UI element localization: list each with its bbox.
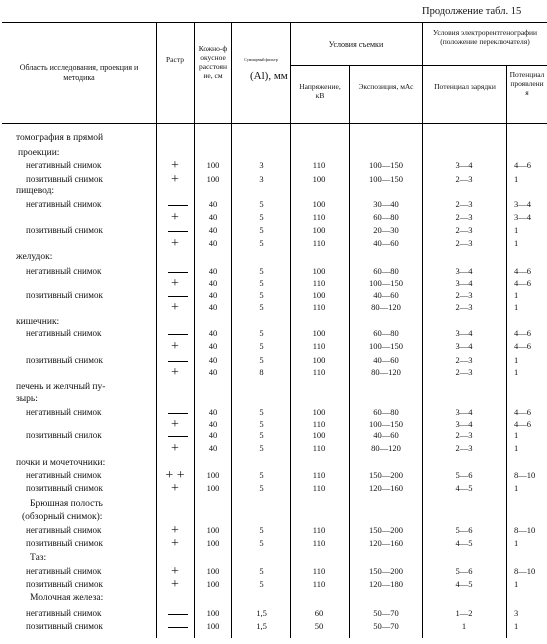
- cell-projection: 3—4: [514, 199, 531, 209]
- cell-distance: 40: [208, 355, 218, 365]
- cell-exposure: 50—70: [373, 621, 399, 631]
- cell-distance: 40: [208, 266, 218, 276]
- raster-mark: +: [171, 441, 179, 456]
- section-label: почки и мочеточники:: [16, 458, 106, 468]
- cell-filter: 5: [259, 328, 264, 338]
- row-label: позитивный снимок: [26, 579, 103, 589]
- cell-distance: 40: [208, 225, 218, 235]
- row-label: позитивный снимок: [26, 355, 103, 365]
- cell-charge: 3—4: [455, 266, 473, 276]
- cell-filter: 5: [259, 419, 264, 429]
- raster-mark: + +: [165, 468, 185, 483]
- cell-exposure: 40—60: [373, 355, 399, 365]
- cell-filter: 5: [259, 266, 264, 276]
- cell-projection: 1: [514, 355, 519, 365]
- row-label: негативный снимок: [26, 266, 102, 276]
- raster-mark: +: [171, 172, 179, 187]
- cell-filter: 5: [259, 238, 264, 248]
- header-top-rule: [2, 22, 547, 23]
- cell-distance: 40: [208, 328, 218, 338]
- cell-exposure: 120—160: [369, 538, 403, 548]
- cell-charge: 4—5: [455, 579, 473, 589]
- cell-exposure: 20—30: [373, 225, 399, 235]
- cell-voltage: 100: [312, 174, 326, 184]
- cell-filter: 5: [259, 443, 264, 453]
- raster-mark: +: [171, 523, 179, 538]
- cell-charge: 2—3: [455, 302, 473, 312]
- col-rule-6: [422, 22, 423, 638]
- raster-mark: +: [171, 339, 179, 354]
- cell-voltage: 110: [312, 212, 326, 222]
- row-label: позитивный снимок: [26, 174, 103, 184]
- cell-projection: 1: [514, 443, 519, 453]
- cell-voltage: 100: [312, 328, 326, 338]
- cell-projection: 1: [514, 290, 519, 300]
- cell-voltage: 110: [312, 483, 326, 493]
- cell-distance: 100: [206, 621, 220, 631]
- cell-distance: 100: [206, 160, 220, 170]
- cell-projection: 8—10: [514, 525, 536, 535]
- cell-charge: 2—3: [455, 355, 473, 365]
- raster-dash: [168, 272, 188, 273]
- cell-exposure: 60—80: [373, 212, 399, 222]
- row-label: негативный снимок: [26, 160, 102, 170]
- cell-filter: 5: [259, 355, 264, 365]
- col-rule-4: [290, 22, 291, 638]
- cell-charge: 4—5: [455, 483, 473, 493]
- cell-distance: 100: [206, 538, 220, 548]
- cell-charge: 2—3: [455, 212, 473, 222]
- cell-filter: 5: [259, 538, 264, 548]
- cell-exposure: 100—150: [369, 341, 403, 351]
- cell-distance: 40: [208, 290, 218, 300]
- cell-distance: 40: [208, 367, 218, 377]
- header-filter: (Al), мм: [250, 70, 288, 82]
- cell-exposure: 40—60: [373, 290, 399, 300]
- cell-charge: 3—4: [455, 419, 473, 429]
- cell-filter: 5: [259, 302, 264, 312]
- row-label: негативный снимок: [26, 199, 102, 209]
- cell-exposure: 150—200: [369, 566, 403, 576]
- header-voltage: Напряжение, кВ: [299, 82, 341, 100]
- cell-filter: 5: [259, 525, 264, 535]
- cell-voltage: 110: [312, 525, 326, 535]
- cell-voltage: 110: [312, 470, 326, 480]
- raster-mark: +: [171, 481, 179, 496]
- col-rule-1: [156, 22, 157, 638]
- header-mid-rule: [290, 65, 547, 66]
- cell-voltage: 110: [312, 278, 326, 288]
- cell-filter: 5: [259, 225, 264, 235]
- cell-exposure: 80—120: [371, 367, 401, 377]
- section-label: печень и желчный пу-: [16, 382, 106, 392]
- cell-voltage: 100: [312, 355, 326, 365]
- cell-distance: 100: [206, 470, 220, 480]
- cell-projection: 3—4: [514, 212, 531, 222]
- cell-voltage: 60: [314, 608, 324, 618]
- raster-mark: +: [171, 536, 179, 551]
- cell-charge: 3—4: [455, 278, 473, 288]
- cell-voltage: 100: [312, 225, 326, 235]
- cell-distance: 40: [208, 430, 218, 440]
- cell-exposure: 40—60: [373, 238, 399, 248]
- cell-voltage: 110: [312, 341, 326, 351]
- row-label: негативный снимок: [26, 525, 102, 535]
- cell-filter: 8: [259, 367, 264, 377]
- section-label: томография в прямой: [16, 133, 104, 143]
- raster-dash: [168, 413, 188, 414]
- section-label: Молочная железа:: [30, 593, 104, 603]
- cell-exposure: 150—200: [369, 525, 403, 535]
- cell-exposure: 50—70: [373, 608, 399, 618]
- cell-charge: 5—6: [455, 566, 473, 576]
- cell-distance: 40: [208, 212, 218, 222]
- header-region: Область исследования, проекция и методика: [19, 63, 139, 82]
- section-label: пищевод:: [16, 186, 55, 196]
- raster-mark: +: [171, 276, 179, 291]
- cell-charge: 3—4: [455, 407, 473, 417]
- cell-projection: 1: [514, 225, 519, 235]
- header-filter-top: Суммарный фильтр: [244, 57, 278, 62]
- cell-distance: 100: [206, 566, 220, 576]
- col-rule-7: [506, 65, 507, 638]
- cell-distance: 40: [208, 278, 218, 288]
- cell-filter: 5: [259, 430, 264, 440]
- cell-projection: 4—6: [514, 266, 531, 276]
- raster-mark: +: [171, 365, 179, 380]
- cell-projection: 1: [514, 302, 519, 312]
- section-label: кишечник:: [16, 317, 60, 327]
- cell-filter: 5: [259, 290, 264, 300]
- cell-exposure: 40—60: [373, 430, 399, 440]
- row-label: позитивный снимок: [26, 483, 103, 493]
- row-label: негативный снимок: [26, 470, 102, 480]
- cell-projection: 4—6: [514, 419, 531, 429]
- section-label: желудок:: [16, 252, 53, 262]
- cell-projection: 3: [514, 608, 519, 618]
- cell-charge: 4—5: [455, 538, 473, 548]
- cell-filter: 5: [259, 483, 264, 493]
- cell-projection: 4—6: [514, 328, 531, 338]
- row-label: позитивный снимок: [26, 621, 103, 631]
- cell-distance: 40: [208, 341, 218, 351]
- section-label: проекции:: [18, 148, 60, 158]
- cell-voltage: 110: [312, 302, 326, 312]
- col-rule-3: [231, 22, 232, 638]
- header-charge: Потенциал зарядки: [434, 82, 496, 91]
- cell-projection: 1: [514, 367, 519, 377]
- raster-mark: +: [171, 577, 179, 592]
- cell-filter: 3: [259, 174, 264, 184]
- cell-projection: 4—6: [514, 407, 531, 417]
- cell-charge: 3—4: [455, 160, 473, 170]
- raster-mark: +: [171, 210, 179, 225]
- raster-dash: [168, 231, 188, 232]
- cell-projection: 1: [514, 621, 519, 631]
- cell-exposure: 100—150: [369, 160, 403, 170]
- header-projection: Потенциал проявления: [509, 70, 545, 97]
- cell-voltage: 100: [312, 290, 326, 300]
- header-raster: Растр: [166, 55, 184, 64]
- raster-dash: [168, 296, 188, 297]
- cell-charge: 2—3: [455, 290, 473, 300]
- cell-voltage: 110: [312, 367, 326, 377]
- raster-dash: [168, 205, 188, 206]
- cell-charge: 1: [461, 621, 467, 631]
- row-label: негативный снимок: [26, 407, 102, 417]
- cell-projection: 1: [514, 174, 519, 184]
- cell-distance: 100: [206, 483, 220, 493]
- cell-exposure: 100—150: [369, 174, 403, 184]
- cell-exposure: 60—80: [373, 407, 399, 417]
- row-label: позитивный снимок: [26, 290, 103, 300]
- cell-projection: 1: [514, 238, 519, 248]
- cell-charge: 5—6: [455, 470, 473, 480]
- raster-dash: [168, 361, 188, 362]
- cell-charge: 2—3: [455, 174, 473, 184]
- section-label: Таз:: [30, 553, 47, 563]
- cell-exposure: 80—120: [371, 443, 401, 453]
- cell-distance: 40: [208, 199, 218, 209]
- cell-filter: 5: [259, 566, 264, 576]
- cell-projection: 4—6: [514, 160, 531, 170]
- cell-voltage: 110: [312, 419, 326, 429]
- section-label: зырь:: [16, 394, 38, 404]
- header-distance: Кожно-фокусное расстояние, см: [198, 44, 228, 80]
- row-label: позитивный снимок: [26, 225, 103, 235]
- cell-exposure: 150—200: [369, 470, 403, 480]
- cell-distance: 40: [208, 407, 218, 417]
- raster-mark: +: [171, 236, 179, 251]
- section-label: (обзорный снимок):: [22, 512, 103, 522]
- cell-distance: 40: [208, 419, 218, 429]
- cell-charge: 1—2: [455, 608, 473, 618]
- cell-projection: 1: [514, 538, 519, 548]
- header-shooting: Условия съемки: [328, 40, 384, 49]
- cell-filter: 5: [259, 407, 264, 417]
- cell-filter: 3: [259, 160, 264, 170]
- raster-mark: +: [171, 417, 179, 432]
- cell-charge: 3—4: [455, 341, 473, 351]
- cell-voltage: 110: [312, 238, 326, 248]
- raster-mark: +: [171, 158, 179, 173]
- row-label: позитивный снилок: [26, 430, 102, 440]
- row-label: позитивный снимок: [26, 538, 103, 548]
- cell-distance: 40: [208, 238, 218, 248]
- cell-charge: 2—3: [455, 443, 473, 453]
- cell-exposure: 30—40: [373, 199, 399, 209]
- cell-voltage: 110: [312, 538, 326, 548]
- cell-projection: 1: [514, 483, 519, 493]
- table-caption: Продолжение табл. 15: [422, 6, 522, 17]
- cell-exposure: 60—80: [373, 328, 399, 338]
- cell-charge: 2—3: [455, 199, 473, 209]
- col-rule-2: [194, 22, 195, 638]
- cell-charge: 2—3: [455, 367, 473, 377]
- header-electro: Условия электрорентгенографии (положение переключателя): [432, 28, 538, 46]
- cell-projection: 4—6: [514, 341, 531, 351]
- cell-charge: 5—6: [455, 525, 473, 535]
- row-label: негативный снимок: [26, 566, 102, 576]
- cell-distance: 40: [208, 443, 218, 453]
- cell-distance: 100: [206, 525, 220, 535]
- raster-dash: [168, 436, 188, 437]
- raster-dash: [168, 614, 188, 615]
- cell-projection: 1: [514, 579, 519, 589]
- cell-filter: 5: [259, 579, 264, 589]
- cell-filter: 5: [259, 470, 264, 480]
- cell-voltage: 50: [314, 621, 324, 631]
- cell-distance: 40: [208, 302, 218, 312]
- cell-projection: 8—10: [514, 566, 536, 576]
- cell-voltage: 110: [312, 579, 326, 589]
- cell-charge: 2—3: [455, 225, 473, 235]
- cell-distance: 100: [206, 608, 220, 618]
- cell-filter: 5: [259, 212, 264, 222]
- col-rule-5: [349, 65, 350, 638]
- cell-filter: 5: [259, 278, 264, 288]
- cell-charge: 2—3: [455, 430, 473, 440]
- cell-filter: 5: [259, 199, 264, 209]
- raster-dash: [168, 627, 188, 628]
- raster-mark: +: [171, 564, 179, 579]
- cell-voltage: 100: [312, 430, 326, 440]
- cell-charge: 3—4: [455, 328, 473, 338]
- raster-dash: [168, 334, 188, 335]
- cell-exposure: 100—150: [369, 278, 403, 288]
- cell-exposure: 60—80: [373, 266, 399, 276]
- cell-exposure: 120—160: [369, 483, 403, 493]
- cell-filter: 5: [259, 341, 264, 351]
- cell-voltage: 100: [312, 199, 326, 209]
- cell-voltage: 110: [312, 566, 326, 576]
- cell-projection: 8—10: [514, 470, 536, 480]
- raster-mark: +: [171, 300, 179, 315]
- cell-exposure: 80—120: [371, 302, 401, 312]
- cell-voltage: 100: [312, 266, 326, 276]
- cell-distance: 100: [206, 579, 220, 589]
- cell-exposure: 120—180: [369, 579, 403, 589]
- cell-charge: 2—3: [455, 238, 473, 248]
- cell-projection: 1: [514, 430, 519, 440]
- header-exposure: Экспозиция, мАс: [358, 82, 414, 91]
- row-label: негативный снимок: [26, 608, 102, 618]
- cell-distance: 100: [206, 174, 220, 184]
- cell-voltage: 110: [312, 160, 326, 170]
- row-label: негативный снимок: [26, 328, 102, 338]
- cell-voltage: 100: [312, 407, 326, 417]
- cell-projection: 4—6: [514, 278, 531, 288]
- cell-filter: 1,5: [256, 608, 267, 618]
- header-bottom-rule: [2, 123, 547, 124]
- cell-filter: 1,5: [256, 621, 267, 631]
- cell-voltage: 110: [312, 443, 326, 453]
- section-label: Брюшная полость: [30, 499, 103, 509]
- cell-exposure: 100—150: [369, 419, 403, 429]
